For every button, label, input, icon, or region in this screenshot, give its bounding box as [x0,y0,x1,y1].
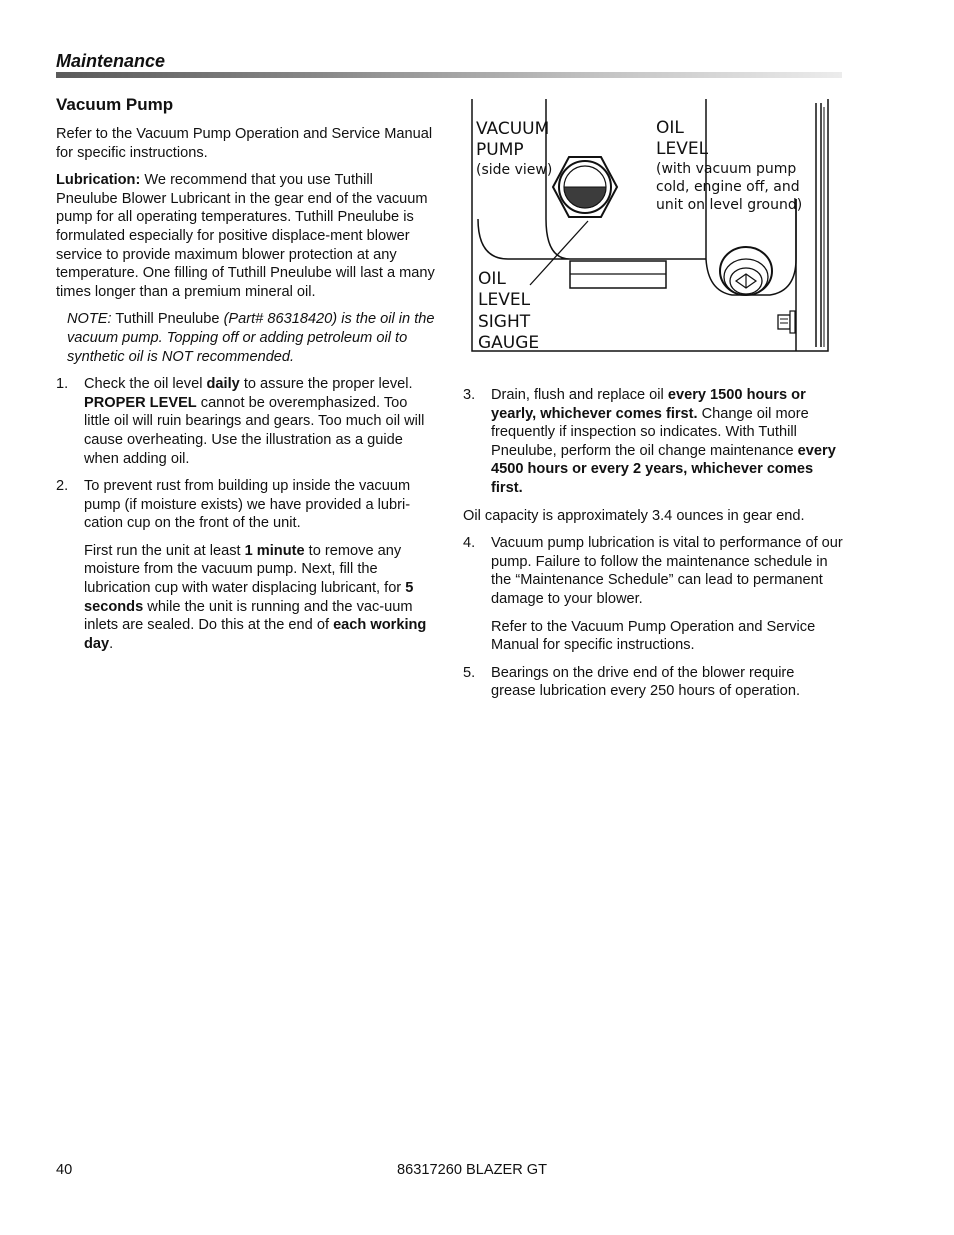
bold-run: each working day [84,617,427,652]
text-run: to assure the proper level. [239,376,413,393]
list-number: 1. [56,376,69,393]
lubrication-label: Lubrication: [56,172,141,189]
intro-paragraph: Refer to the Vacuum Pump Operation and Service Manual for specific instructions. [56,126,433,161]
leader-line [530,221,588,285]
label-side-view: (side view) [476,162,553,178]
bold-run: every 4500 hours or every 2 years, whichever comes first. [491,442,836,496]
section-title: Vacuum Pump [56,95,174,114]
text-run: while the unit is running and the vac-uum inlets are sealed. Do this at the end of [84,598,413,634]
list-number: 5. [463,664,476,681]
list-number: 4. [463,535,476,552]
list-number: 3. [463,387,476,403]
list-item-3 [463,386,843,498]
text-run: Drain, flush and replace oil [491,387,668,403]
label-gauge-gauge: GAUGE [478,333,540,353]
bold-run: PROPER LEVEL [84,394,197,411]
page-header-title: Maintenance [56,51,166,71]
label-gauge-sight: SIGHT [478,312,531,332]
bold-run: daily [206,376,240,393]
list-item-4-followup: Refer to the Vacuum Pump Operation and Service Manual for specific instructions. [491,618,816,654]
label-oil: OIL [656,118,684,138]
list-item-4-text: Vacuum pump lubrication is vital to performance of our pump. Failure to follow the maintenance schedule in the “Maintenance Schedule” can lead to permanent damage to your blower. [491,535,843,607]
label-level: LEVEL [656,139,709,159]
bold-run: 5 seconds [84,580,414,615]
list-item-3-text [491,386,843,498]
text-run: . [109,635,114,652]
note-rest: (Part# 86318420) is the oil in the vacuum pump. Topping off or adding petroleum oil to synthetic oil is NOT recommended. [67,311,435,365]
text-run: cannot be overemphasized. Too little oil will ruin bearings and gears. Too much oil will cause overheating. Use the illustration as a guide when adding oil. [84,394,425,467]
text-run: First run the unit at least [84,542,245,559]
list-item-1 [56,375,436,468]
bold-run: every 1500 hours or yearly, whichever comes first. [491,387,806,422]
label-gauge-level: LEVEL [478,290,531,310]
text-run: to remove any moisture from the vacuum pump. Next, fill the lubrication cup with water displacing lubricant, for [84,542,406,597]
label-gauge-oil: OIL [478,269,506,289]
lubrication-paragraph [56,171,436,301]
text-run: Change oil more frequently if inspection so indicates. With Tuthill Pneulube, perform the oil change maintenance [491,405,809,459]
label-pump: PUMP [476,140,524,160]
text-run: Check the oil level [84,376,207,393]
list-item-2 [56,477,436,653]
list-item-5-text: Bearings on the drive end of the blower require grease lubrication every 250 hours of operation. [491,664,801,700]
fitting [778,315,790,329]
page-number: 40 [56,1162,73,1178]
note-prefix: NOTE: [67,311,112,328]
list-number: 2. [56,478,69,495]
lubrication-text: We recommend that you use Tuthill Pneulube Blower Lubricant in the gear end of the vacuum pump for all operating temperatures. Tuthill Pneulube is formulated especially for positive displace-ment blower service to provide maximum blower protection at any temperature. One filling of Tuthill Pneulube will last a many times longer than a premium mineral oil. [56,172,435,300]
vacuum-pump-illustration [470,99,832,354]
list-item-5 [463,664,843,701]
list-item-4 [463,534,843,655]
fitting-cap [790,311,795,333]
header-rule [56,72,842,78]
list-item-1-text [84,375,436,468]
note-paragraph [67,310,436,366]
bold-run: 1 minute [244,542,305,559]
oil-capacity: Oil capacity is approximately 3.4 ounces in gear end. [463,507,805,524]
label-note-1: (with vacuum pump [656,161,797,177]
left-column [56,95,436,662]
label-note-2: cold, engine off, and [656,179,800,195]
note-mid: Tuthill Pneulube [111,311,224,328]
list-item-2-followup [84,542,436,654]
right-column [463,386,843,710]
list-item-2-text: To prevent rust from building up inside the vacuum pump (if moisture exists) we have provided a lubri-cation cup on the front of the unit. [84,478,411,532]
label-note-3: unit on level ground) [656,197,803,213]
vacuum-pump-diagram [470,99,832,354]
label-vacuum: VACUUM [476,119,550,139]
document-id: 86317260 BLAZER GT [397,1162,548,1178]
